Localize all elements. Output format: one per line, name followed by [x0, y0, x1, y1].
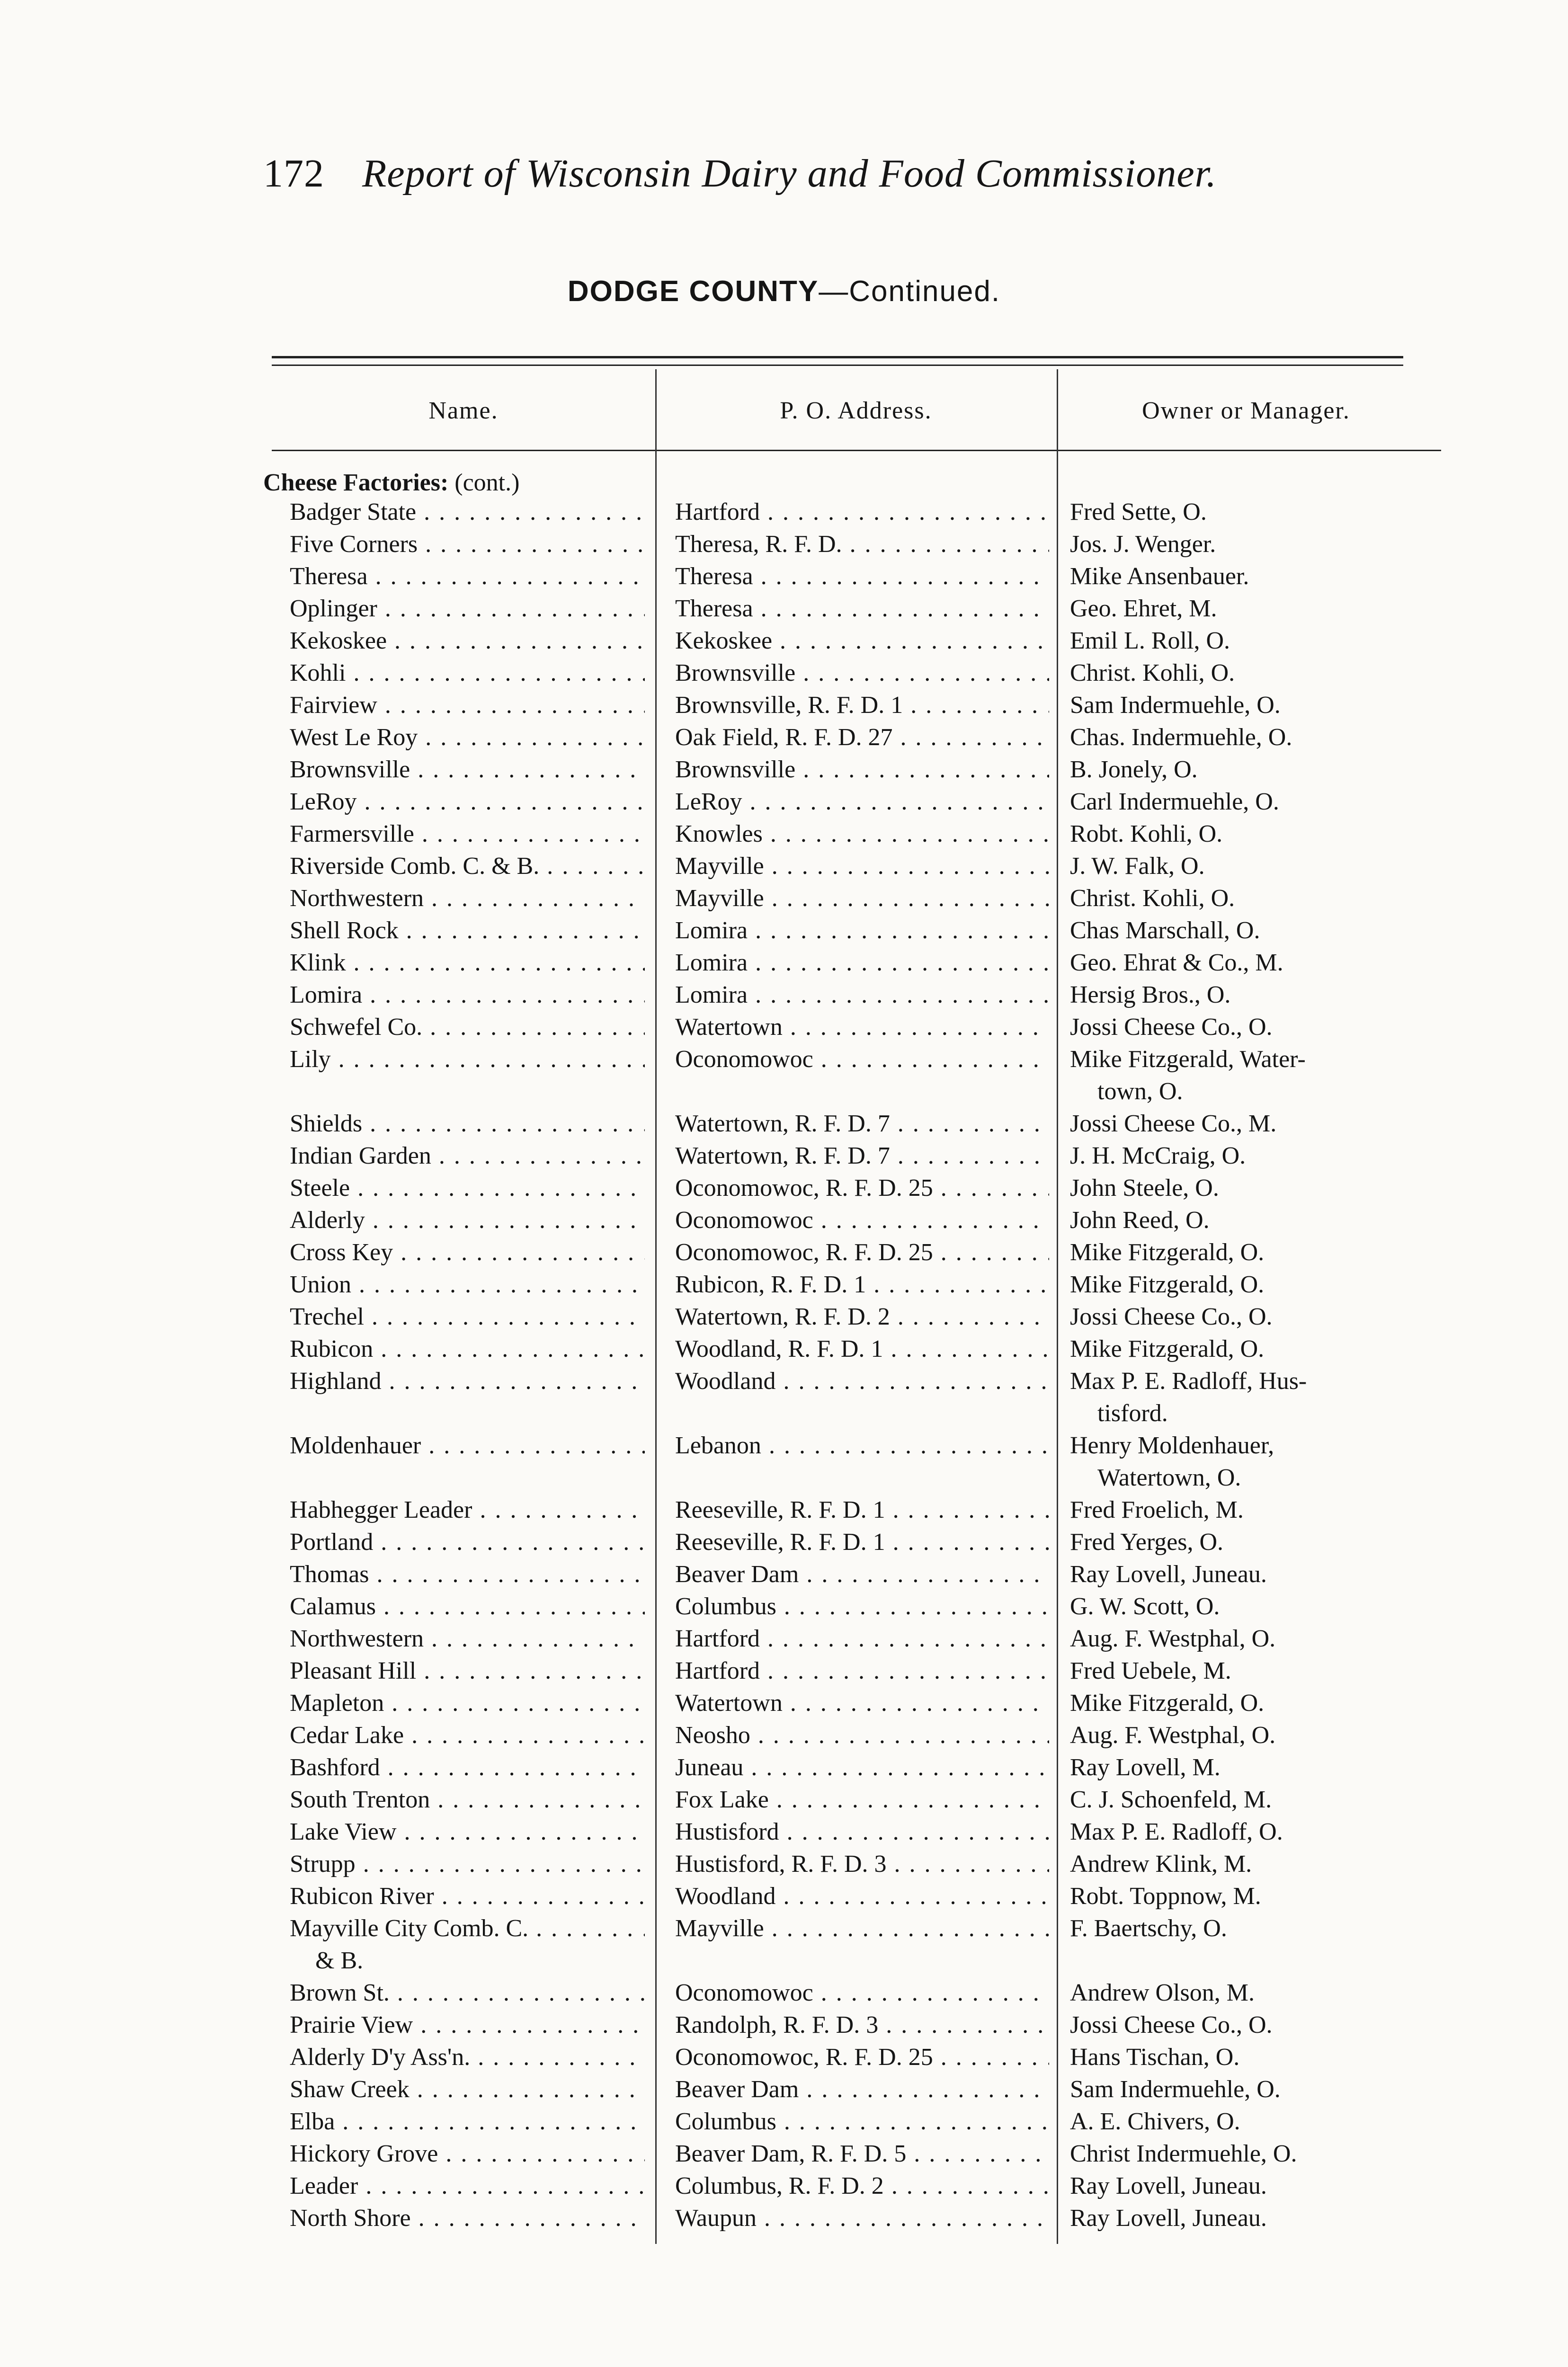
factory-name: Northwestern . . .: [290, 884, 645, 913]
owner-manager: Andrew Klink, M.: [1070, 1851, 1252, 1878]
factory-name: Alderly . . .: [290, 1206, 645, 1235]
owner-manager: A. E. Chivers, O.: [1070, 2108, 1240, 2135]
table-row: [0, 562, 1568, 591]
factory-name: South Trenton . . .: [290, 1786, 645, 1814]
table-row: [0, 1721, 1568, 1750]
po-address: Theresa . . .: [675, 595, 1049, 623]
table-row: [0, 1335, 1568, 1363]
owner-manager: Mike Fitzgerald, Water-: [1070, 1046, 1306, 1073]
table-row: [0, 1110, 1568, 1138]
table-row: [0, 691, 1568, 720]
factory-name: Rubicon . . .: [290, 1335, 645, 1363]
po-address: Beaver Dam . . .: [675, 1560, 1049, 1589]
po-address: Oconomowoc . . .: [675, 1045, 1049, 1074]
po-address: Brownsville, R. F. D. 1 . . .: [675, 691, 1049, 720]
table-row: [0, 1850, 1568, 1878]
table-row: [0, 2140, 1568, 2168]
po-address: Lomira . . .: [675, 917, 1049, 945]
table-row: [0, 1625, 1568, 1653]
table-row: [0, 530, 1568, 559]
po-address: Fox Lake . . .: [675, 1786, 1049, 1814]
owner-manager: Robt. Toppnow, M.: [1070, 1883, 1261, 1910]
factory-name: Bashford . . .: [290, 1753, 645, 1782]
table-row: [0, 949, 1568, 977]
factory-name: Indian Garden . . .: [290, 1142, 645, 1170]
owner-manager: Geo. Ehrat & Co., M.: [1070, 949, 1283, 976]
factory-name: Alderly D'y Ass'n. . . .: [290, 2043, 645, 2072]
po-address: Rubicon, R. F. D. 1 . . .: [675, 1271, 1049, 1299]
page-number: 172: [263, 151, 324, 196]
factory-name: Elba . . .: [290, 2108, 645, 2136]
table-row: [0, 1914, 1568, 1974]
table-row: [0, 1560, 1568, 1589]
owner-manager: Aug. F. Westphal, O.: [1070, 1722, 1276, 1749]
factory-name: Lomira . . .: [290, 981, 645, 1009]
table-row: [0, 1689, 1568, 1717]
owner-manager: Mike Ansenbauer.: [1070, 563, 1249, 590]
factory-name: Union . . .: [290, 1271, 645, 1299]
po-address: Mayville . . .: [675, 884, 1049, 913]
factory-name: Schwefel Co. . . .: [290, 1013, 645, 1041]
owner-manager: Ray Lovell, Juneau.: [1070, 1561, 1267, 1588]
po-address: Neosho . . .: [675, 1721, 1049, 1750]
po-address: Columbus, R. F. D. 2 . . .: [675, 2172, 1049, 2200]
owner-manager: Mike Fitzgerald, O.: [1070, 1271, 1265, 1298]
owner-manager: Mike Fitzgerald, O.: [1070, 1239, 1265, 1266]
owner-manager: Henry Moldenhauer,: [1070, 1432, 1274, 1459]
po-address: Beaver Dam . . .: [675, 2075, 1049, 2104]
po-address: Knowles . . .: [675, 820, 1049, 848]
table-row: [0, 884, 1568, 913]
table-top-rule: [272, 356, 1403, 358]
table-row: [0, 2204, 1568, 2233]
po-address: Oconomowoc . . .: [675, 1979, 1049, 2007]
table-row: [0, 1206, 1568, 1235]
po-address: Brownsville . . .: [675, 659, 1049, 687]
owner-manager: Jossi Cheese Co., O.: [1070, 1303, 1273, 1330]
section-label: [263, 469, 519, 497]
section-label-title: Cheese Factories:: [263, 469, 449, 496]
table-row: [0, 1528, 1568, 1557]
owner-manager: John Steele, O.: [1070, 1175, 1219, 1201]
po-address: Watertown . . .: [675, 1013, 1049, 1041]
po-address: Lomira . . .: [675, 981, 1049, 1009]
county-name: DODGE COUNTY: [567, 275, 819, 308]
table-row: [0, 1496, 1568, 1524]
column-header-name: Name.: [428, 397, 499, 424]
owner-manager: J. H. McCraig, O.: [1070, 1142, 1246, 1169]
owner-manager: Ray Lovell, Juneau.: [1070, 2172, 1267, 2199]
factory-name: Moldenhauer . . .: [290, 1432, 645, 1460]
owner-manager-continued: town, O.: [1097, 1078, 1183, 1105]
owner-manager: Hans Tischan, O.: [1070, 2044, 1240, 2071]
po-address: Mayville . . .: [675, 1914, 1049, 1943]
factory-name: Mayville City Comb. C. . . .: [290, 1914, 645, 1943]
running-title: Report of Wisconsin Dairy and Food Commissioner.: [362, 151, 1217, 196]
owner-manager: J. W. Falk, O.: [1070, 853, 1205, 880]
owner-manager-continued: tisford.: [1097, 1400, 1168, 1427]
factory-name: Leader . . .: [290, 2172, 645, 2200]
factory-name-continued: & B.: [315, 1947, 364, 1974]
table-row: [0, 1786, 1568, 1814]
table-top-rule-2: [272, 365, 1403, 366]
table-row: [0, 2108, 1568, 2136]
table-row: [0, 788, 1568, 816]
po-address: Theresa . . .: [675, 562, 1049, 591]
table-row: [0, 1753, 1568, 1782]
table-row: [0, 1979, 1568, 2007]
owner-manager: Robt. Kohli, O.: [1070, 820, 1223, 847]
factory-name: Habhegger Leader . . .: [290, 1496, 645, 1524]
factory-name: Mapleton . . .: [290, 1689, 645, 1717]
owner-manager: Geo. Ehret, M.: [1070, 595, 1217, 622]
table-row: [0, 595, 1568, 623]
po-address: Oak Field, R. F. D. 27 . . .: [675, 723, 1049, 752]
po-address: Watertown, R. F. D. 7 . . .: [675, 1142, 1049, 1170]
table-row: [0, 659, 1568, 687]
table-row: [0, 1303, 1568, 1331]
owner-manager: John Reed, O.: [1070, 1207, 1210, 1234]
table-row: [0, 1271, 1568, 1299]
owner-manager: Fred Sette, O.: [1070, 498, 1207, 525]
factory-name: LeRoy . . .: [290, 788, 645, 816]
factory-name: Oplinger . . .: [290, 595, 645, 623]
po-address: Beaver Dam, R. F. D. 5 . . .: [675, 2140, 1049, 2168]
po-address: Reeseville, R. F. D. 1 . . .: [675, 1496, 1049, 1524]
owner-manager: Carl Indermuehle, O.: [1070, 788, 1279, 815]
owner-manager: Max P. E. Radloff, Hus-: [1070, 1368, 1307, 1395]
factory-name: Trechel . . .: [290, 1303, 645, 1331]
factory-name: Cross Key . . .: [290, 1238, 645, 1267]
table-row: [0, 1818, 1568, 1846]
table-row: [0, 627, 1568, 655]
table-row: [0, 1238, 1568, 1267]
po-address: Kekoskee . . .: [675, 627, 1049, 655]
po-address: Oconomowoc, R. F. D. 25 . . .: [675, 2043, 1049, 2072]
owner-manager: Hersig Bros., O.: [1070, 981, 1231, 1008]
owner-manager: Christ. Kohli, O.: [1070, 659, 1235, 686]
po-address: Hartford . . .: [675, 498, 1049, 526]
po-address: Waupun . . .: [675, 2204, 1049, 2233]
owner-manager: Jos. J. Wenger.: [1070, 531, 1216, 558]
po-address: Woodland . . .: [675, 1882, 1049, 1911]
owner-manager: Chas. Indermuehle, O.: [1070, 724, 1292, 751]
county-continued: —Continued.: [819, 275, 1001, 308]
owner-manager: Mike Fitzgerald, O.: [1070, 1690, 1265, 1717]
table-row: [0, 2172, 1568, 2200]
factory-name: Farmersville . . .: [290, 820, 645, 848]
column-header-owner: Owner or Manager.: [1142, 397, 1350, 424]
factory-name: Northwestern . . .: [290, 1625, 645, 1653]
owner-manager: Christ Indermuehle, O.: [1070, 2140, 1297, 2167]
factory-name: Rubicon River . . .: [290, 1882, 645, 1911]
county-title: [0, 275, 1568, 309]
table-row: [0, 1013, 1568, 1041]
po-address: Brownsville . . .: [675, 756, 1049, 784]
po-address: Mayville . . .: [675, 852, 1049, 881]
factory-name: Five Corners . . .: [290, 530, 645, 559]
po-address: Woodland, R. F. D. 1 . . .: [675, 1335, 1049, 1363]
factory-name: Shell Rock . . .: [290, 917, 645, 945]
factory-name: Pleasant Hill . . .: [290, 1657, 645, 1685]
factory-name: Badger State . . .: [290, 498, 645, 526]
po-address: Hustisford . . .: [675, 1818, 1049, 1846]
owner-manager: Mike Fitzgerald, O.: [1070, 1335, 1265, 1362]
table-row: [0, 2011, 1568, 2039]
owner-manager: Fred Yerges, O.: [1070, 1529, 1224, 1556]
po-address: Columbus . . .: [675, 2108, 1049, 2136]
table-row: [0, 756, 1568, 784]
factory-name: Thomas . . .: [290, 1560, 645, 1589]
po-address: Lebanon . . .: [675, 1432, 1049, 1460]
po-address: Hartford . . .: [675, 1625, 1049, 1653]
owner-manager: B. Jonely, O.: [1070, 756, 1198, 783]
owner-manager: Emil L. Roll, O.: [1070, 627, 1230, 654]
factory-name: North Shore . . .: [290, 2204, 645, 2233]
table-row: [0, 1142, 1568, 1170]
factory-name: Prairie View . . .: [290, 2011, 645, 2039]
owner-manager: Chas Marschall, O.: [1070, 917, 1260, 944]
owner-manager: Jossi Cheese Co., O.: [1070, 2011, 1273, 2038]
table-row: [0, 1174, 1568, 1202]
table-row: [0, 1432, 1568, 1491]
owner-manager: Sam Indermuehle, O.: [1070, 692, 1281, 719]
table-row: [0, 1657, 1568, 1685]
owner-manager: Ray Lovell, Juneau.: [1070, 2205, 1267, 2232]
po-address: Oconomowoc, R. F. D. 25 . . .: [675, 1174, 1049, 1202]
factory-name: Calamus . . .: [290, 1593, 645, 1621]
factory-name: Strupp . . .: [290, 1850, 645, 1878]
po-address: LeRoy . . .: [675, 788, 1049, 816]
factory-name: Riverside Comb. C. & B. . . .: [290, 852, 645, 881]
factory-name: Cedar Lake . . .: [290, 1721, 645, 1750]
po-address: Watertown . . .: [675, 1689, 1049, 1717]
factory-name: Steele . . .: [290, 1174, 645, 1202]
owner-manager-continued: Watertown, O.: [1097, 1464, 1241, 1491]
po-address: Woodland . . .: [675, 1367, 1049, 1396]
owner-manager: F. Baertschy, O.: [1070, 1915, 1227, 1942]
table-row: [0, 820, 1568, 848]
table-row: [0, 852, 1568, 881]
table-row: [0, 2043, 1568, 2072]
page-header: [263, 151, 1217, 196]
table-row: [0, 2075, 1568, 2104]
factory-name: Hickory Grove . . .: [290, 2140, 645, 2168]
table-row: [0, 723, 1568, 752]
table-row: [0, 1045, 1568, 1105]
po-address: Columbus . . .: [675, 1593, 1049, 1621]
factory-name: Lake View . . .: [290, 1818, 645, 1846]
owner-manager: Fred Uebele, M.: [1070, 1657, 1231, 1684]
owner-manager: Jossi Cheese Co., O.: [1070, 1014, 1273, 1041]
factory-name: Lily . . .: [290, 1045, 645, 1074]
table-row: [0, 917, 1568, 945]
owner-manager: Ray Lovell, M.: [1070, 1754, 1221, 1781]
factory-name: Brownsville . . .: [290, 756, 645, 784]
factory-name: Brown St. . . .: [290, 1979, 645, 2007]
table-row: [0, 981, 1568, 1009]
po-address: Lomira . . .: [675, 949, 1049, 977]
table-row: [0, 498, 1568, 526]
po-address: Oconomowoc, R. F. D. 25 . . .: [675, 1238, 1049, 1267]
factory-name: Shields . . .: [290, 1110, 645, 1138]
po-address: Randolph, R. F. D. 3 . . .: [675, 2011, 1049, 2039]
header-bottom-rule: [272, 450, 1441, 451]
owner-manager: Andrew Olson, M.: [1070, 1979, 1255, 2006]
factory-name: Theresa . . .: [290, 562, 645, 591]
factory-name: Portland . . .: [290, 1528, 645, 1557]
factory-name: Highland . . .: [290, 1367, 645, 1396]
table-row: [0, 1882, 1568, 1911]
owner-manager: C. J. Schoenfeld, M.: [1070, 1786, 1272, 1813]
owner-manager: Fred Froelich, M.: [1070, 1496, 1244, 1523]
po-address: Reeseville, R. F. D. 1 . . .: [675, 1528, 1049, 1557]
owner-manager: Sam Indermuehle, O.: [1070, 2076, 1281, 2103]
factory-name: Klink . . .: [290, 949, 645, 977]
po-address: Oconomowoc . . .: [675, 1206, 1049, 1235]
factory-name: West Le Roy . . .: [290, 723, 645, 752]
factory-name: Shaw Creek . . .: [290, 2075, 645, 2104]
owner-manager: Max P. E. Radloff, O.: [1070, 1818, 1283, 1845]
section-label-note: (cont.): [454, 469, 520, 496]
po-address: Watertown, R. F. D. 2 . . .: [675, 1303, 1049, 1331]
table-row: [0, 1367, 1568, 1427]
po-address: Theresa, R. F. D. . . .: [675, 530, 1049, 559]
factory-name: Fairview . . .: [290, 691, 645, 720]
factory-name: Kekoskee . . .: [290, 627, 645, 655]
column-header-address: P. O. Address.: [780, 397, 932, 424]
factory-name: Kohli . . .: [290, 659, 645, 687]
po-address: Watertown, R. F. D. 7 . . .: [675, 1110, 1049, 1138]
po-address: Hartford . . .: [675, 1657, 1049, 1685]
owner-manager: Christ. Kohli, O.: [1070, 885, 1235, 912]
table-row: [0, 1593, 1568, 1621]
owner-manager: Jossi Cheese Co., M.: [1070, 1110, 1277, 1137]
po-address: Hustisford, R. F. D. 3 . . .: [675, 1850, 1049, 1878]
owner-manager: G. W. Scott, O.: [1070, 1593, 1220, 1620]
owner-manager: Aug. F. Westphal, O.: [1070, 1625, 1276, 1652]
po-address: Juneau . . .: [675, 1753, 1049, 1782]
